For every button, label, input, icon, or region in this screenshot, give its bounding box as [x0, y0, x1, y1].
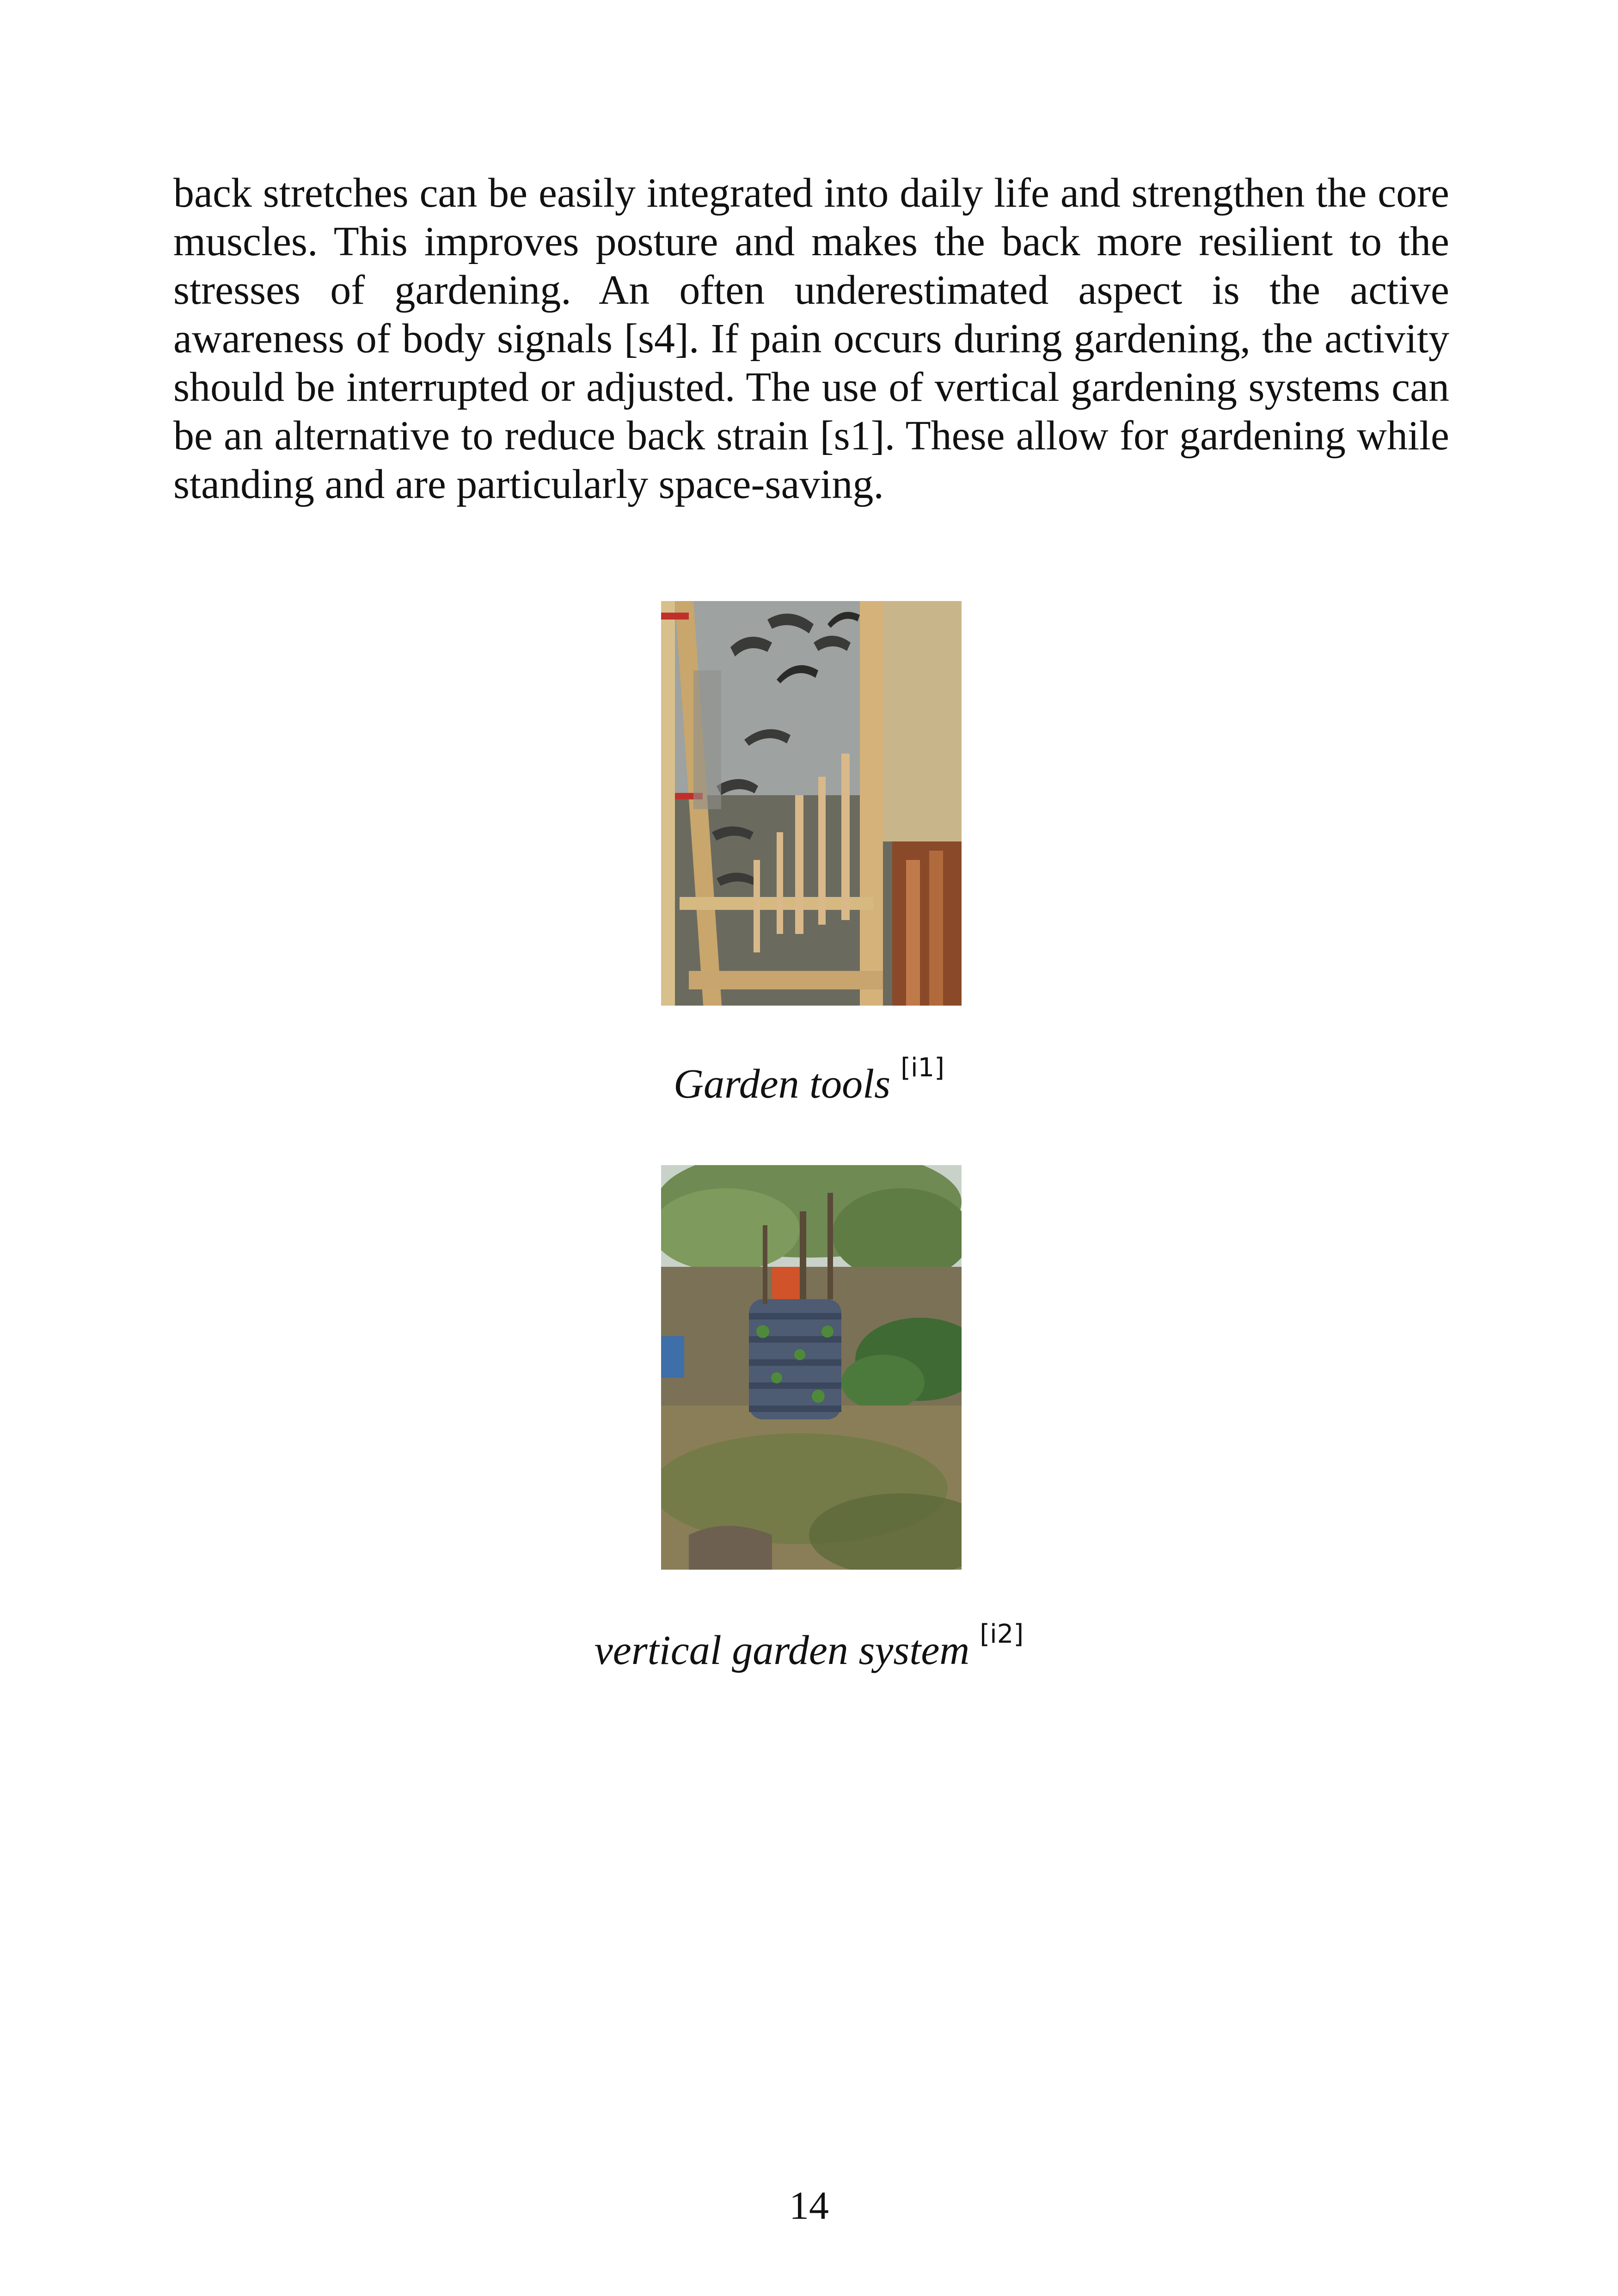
image-reference: [i1]: [901, 1053, 945, 1083]
vertical-garden-image: [661, 1165, 962, 1570]
caption-text: vertical garden system: [594, 1627, 970, 1673]
paragraph-text: back stretches can be easily integrated into daily life and strengthen the core muscles. This improves posture and makes the back more resilient to the stresses of gardening. An often underestimated aspect is the active awareness of body signals [s4]. If pain occurs during gardening, the activity should be interrupted or adjusted. The use of vertical gardening systems can be an alternative to reduce back strain [s1]. These allow for gardening while standing and are particularly space-saving.: [173, 170, 1449, 507]
page-number: 14: [789, 2183, 829, 2228]
body-paragraph: [173, 169, 1449, 509]
garden-tools-image: [661, 601, 962, 1006]
caption-text: Garden tools: [673, 1061, 891, 1107]
figure-caption-1: [0, 1043, 1618, 1110]
vertical-garden-photo: [661, 1165, 962, 1570]
figure-caption-2: [0, 1609, 1618, 1676]
garden-tools-photo: [661, 601, 962, 1006]
image-reference: [i2]: [980, 1619, 1024, 1649]
